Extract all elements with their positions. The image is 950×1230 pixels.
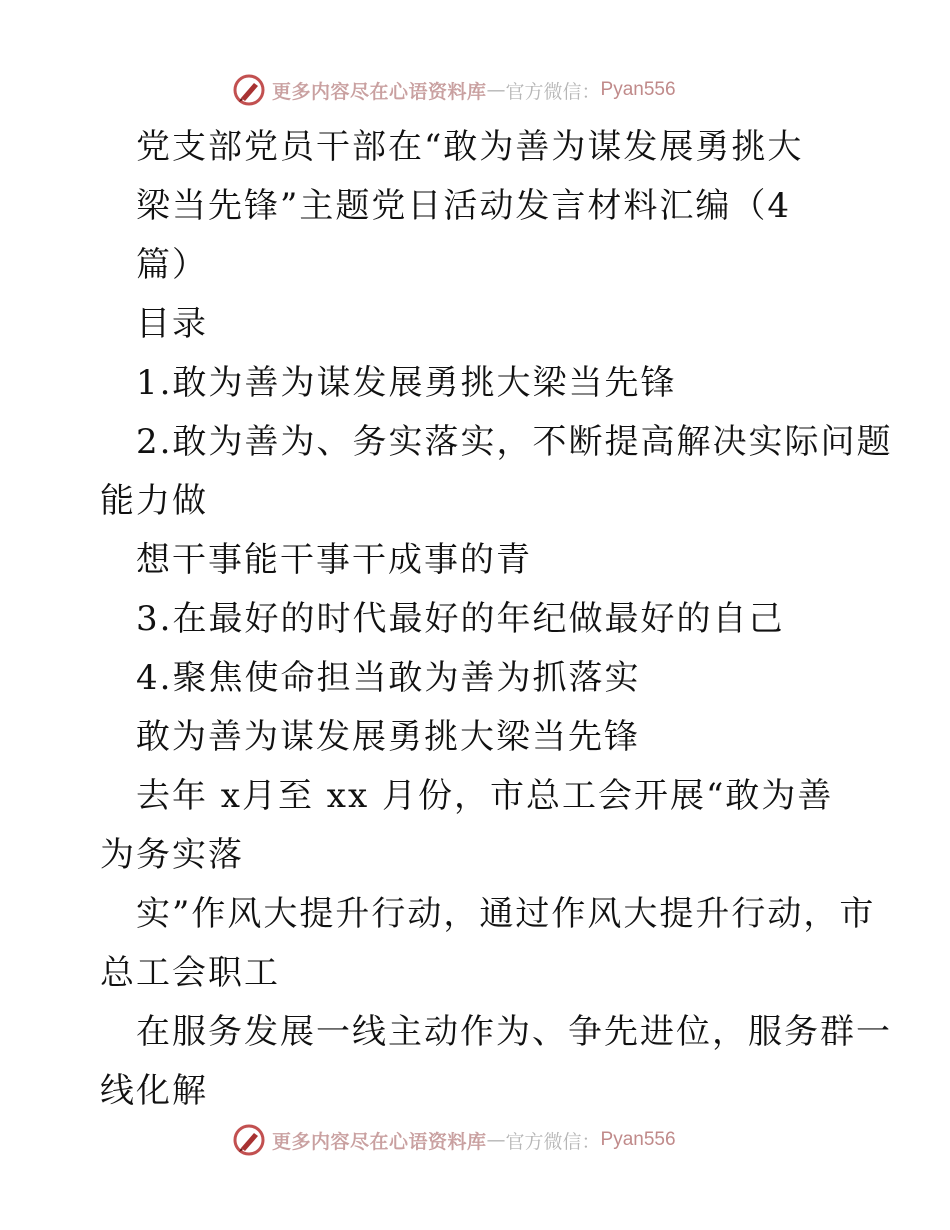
text-line: 1.敢为善为谋发展勇挑大梁当先锋 xyxy=(136,363,677,403)
pen-logo-icon xyxy=(232,1123,266,1157)
text-line: 3.在最好的时代最好的年纪做最好的自己 xyxy=(136,599,785,639)
watermark-dash: — xyxy=(486,1129,506,1151)
text-line: 线化解 xyxy=(100,1071,208,1111)
watermark-text: 更多内容尽在心语资料库 xyxy=(272,80,487,103)
watermark-official-label: 官方微信： xyxy=(505,80,601,103)
text-line: 总工会职工 xyxy=(100,953,280,993)
watermark-wechat-id: Pyan556 xyxy=(600,79,676,100)
watermark-dash: — xyxy=(486,79,506,101)
watermark-text: 更多内容尽在心语资料库 xyxy=(272,1130,487,1153)
text-line: 党支部党员干部在“敢为善为谋发展勇挑大 xyxy=(136,127,804,167)
watermark-wechat-id: Pyan556 xyxy=(600,1129,676,1150)
document-body xyxy=(100,118,893,1121)
text-line: 想干事能干事干成事的青 xyxy=(136,540,532,580)
text-line: 实”作风大提升行动，通过作风大提升行动，市 xyxy=(136,894,876,934)
pen-logo-icon xyxy=(232,73,266,107)
text-line: 目录 xyxy=(136,304,208,344)
watermark-official-label: 官方微信： xyxy=(505,1130,601,1153)
text-line: 在服务发展一线主动作为、争先进位，服务群一 xyxy=(136,1012,892,1052)
text-line: 篇） xyxy=(136,245,208,285)
text-line: 梁当先锋”主题党日活动发言材料汇编（4 xyxy=(136,186,792,226)
text-line: 能力做 xyxy=(100,481,208,521)
text-line: 4.聚焦使命担当敢为善为抓落实 xyxy=(136,658,641,698)
text-line: 为务实落 xyxy=(100,835,244,875)
text-line: 去年 x月至 xx 月份，市总工会开展“敢为善 xyxy=(136,776,834,816)
header-watermark xyxy=(232,70,676,110)
text-line: 敢为善为谋发展勇挑大梁当先锋 xyxy=(136,717,640,757)
text-line: 2.敢为善为、务实落实，不断提高解决实际问题 xyxy=(136,422,893,462)
footer-watermark xyxy=(232,1120,676,1160)
